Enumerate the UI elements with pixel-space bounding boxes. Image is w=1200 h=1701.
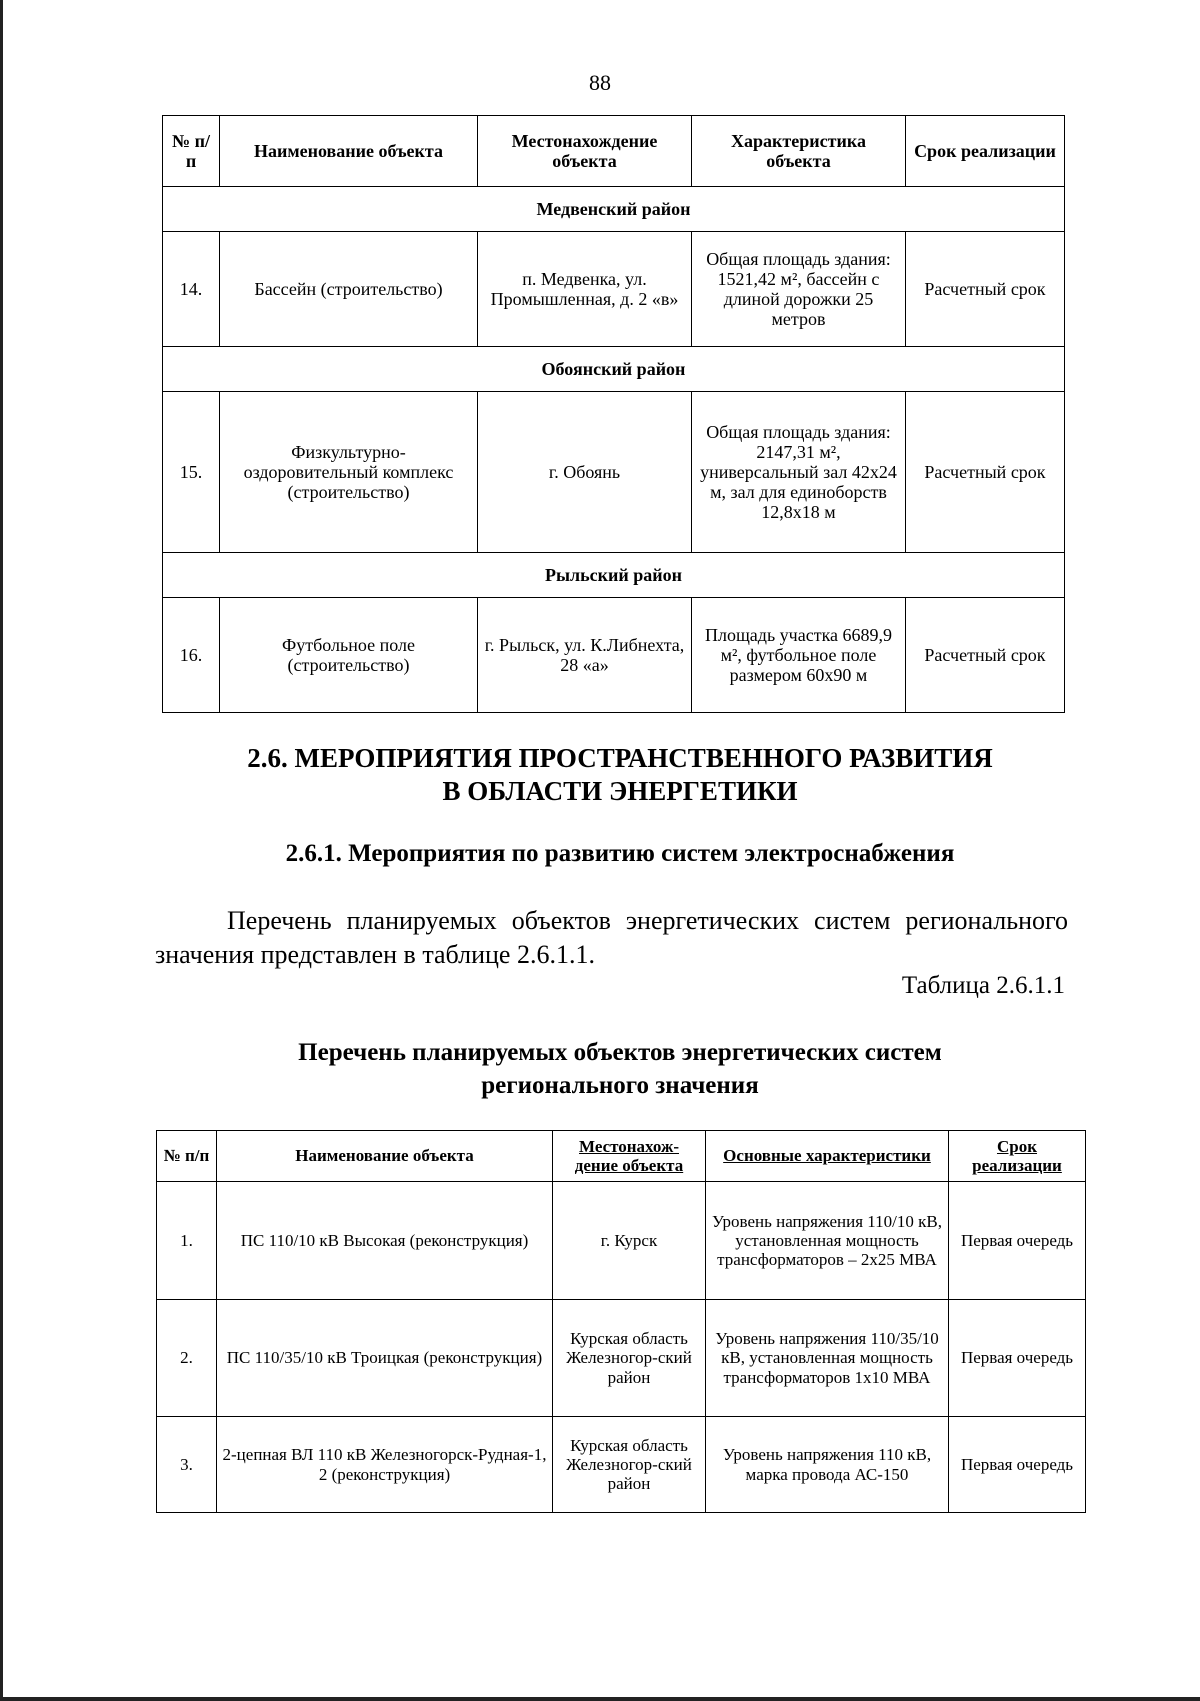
row-location: п. Медвенка, ул. Промышленная, д. 2 «в» bbox=[478, 232, 692, 347]
row-num: 1. bbox=[157, 1182, 217, 1300]
energy-objects-table bbox=[156, 1130, 1086, 1513]
district-title: Медвенский район bbox=[163, 187, 1065, 232]
table-header-row bbox=[157, 1131, 1086, 1182]
section-heading bbox=[0, 742, 1200, 808]
row-term: Расчетный срок bbox=[906, 392, 1065, 553]
table-label: Таблица 2.6.1.1 bbox=[901, 972, 1065, 999]
row-characteristic: Общая площадь здания: 1521,42 м², бассейн с длиной дорожки 25 метров bbox=[692, 232, 906, 347]
table-row bbox=[163, 598, 1065, 713]
row-location: г. Курск bbox=[553, 1182, 706, 1300]
row-name: ПС 110/10 кВ Высокая (реконструкция) bbox=[217, 1182, 553, 1300]
row-name: Физкультурно-оздоровительный комплекс (строительство) bbox=[220, 392, 478, 553]
row-location: Курская область Железногор-ский район bbox=[553, 1417, 706, 1513]
section-heading-line2: В ОБЛАСТИ ЭНЕРГЕТИКИ bbox=[442, 776, 798, 806]
header-term-text: Срок реализации bbox=[972, 1136, 1062, 1175]
row-num: 16. bbox=[163, 598, 220, 713]
row-name: Бассейн (строительство) bbox=[220, 232, 478, 347]
table-row bbox=[157, 1182, 1086, 1300]
row-term: Первая очередь bbox=[949, 1300, 1086, 1417]
table-row bbox=[157, 1300, 1086, 1417]
table-row bbox=[163, 232, 1065, 347]
row-characteristic: Уровень напряжения 110/10 кВ, установленная мощность трансформаторов – 2х25 МВА bbox=[706, 1182, 949, 1300]
row-term: Расчетный срок bbox=[906, 232, 1065, 347]
page-number: 88 bbox=[589, 70, 611, 95]
table-row bbox=[163, 392, 1065, 553]
row-characteristic: Площадь участка 6689,9 м², футбольное поле размером 60х90 м bbox=[692, 598, 906, 713]
scan-bottom-edge bbox=[0, 1697, 1200, 1701]
header-num: № п/п bbox=[157, 1131, 217, 1182]
header-name: Наименование объекта bbox=[217, 1131, 553, 1182]
row-characteristic: Уровень напряжения 110 кВ, марка провода АС-150 bbox=[706, 1417, 949, 1513]
row-num: 3. bbox=[157, 1417, 217, 1513]
table-title-line2: регионального значения bbox=[481, 1072, 759, 1099]
header-characteristics bbox=[706, 1131, 949, 1182]
row-characteristic: Общая площадь здания: 2147,31 м², универсальный зал 42х24 м, зал для единоборств 12,8х18 м bbox=[692, 392, 906, 553]
district-section-row bbox=[163, 187, 1065, 232]
row-characteristic: Уровень напряжения 110/35/10 кВ, установленная мощность трансформаторов 1х10 МВА bbox=[706, 1300, 949, 1417]
row-name: 2-цепная ВЛ 110 кВ Железногорск-Рудная-1, 2 (реконструкция) bbox=[217, 1417, 553, 1513]
table-row bbox=[157, 1417, 1086, 1513]
header-location bbox=[553, 1131, 706, 1182]
sports-facilities-table bbox=[162, 115, 1065, 713]
header-characteristic: Характеристика объекта bbox=[692, 116, 906, 187]
header-term bbox=[949, 1131, 1086, 1182]
row-term: Расчетный срок bbox=[906, 598, 1065, 713]
header-name: Наименование объекта bbox=[220, 116, 478, 187]
header-characteristics-text: Основные характеристики bbox=[723, 1146, 931, 1166]
row-location: г. Обоянь bbox=[478, 392, 692, 553]
district-section-row bbox=[163, 347, 1065, 392]
table-title-line1: Перечень планируемых объектов энергетических систем bbox=[298, 1039, 942, 1066]
district-title: Рыльский район bbox=[163, 553, 1065, 598]
district-section-row bbox=[163, 553, 1065, 598]
header-num: № п/п bbox=[163, 116, 220, 187]
row-name: ПС 110/35/10 кВ Троицкая (реконструкция) bbox=[217, 1300, 553, 1417]
district-title: Обоянский район bbox=[163, 347, 1065, 392]
header-location-text: Местонахож-дение объекта bbox=[574, 1136, 684, 1175]
row-location: Курская область Железногор-ский район bbox=[553, 1300, 706, 1417]
header-location: Местонахождение объекта bbox=[478, 116, 692, 187]
row-num: 15. bbox=[163, 392, 220, 553]
intro-paragraph: Перечень планируемых объектов энергетических систем регионального значения представлен в таблице 2.6.1.1. bbox=[155, 906, 1068, 969]
table-header-row bbox=[163, 116, 1065, 187]
row-term: Первая очередь bbox=[949, 1417, 1086, 1513]
header-term: Срок реализации bbox=[906, 116, 1065, 187]
row-num: 14. bbox=[163, 232, 220, 347]
row-num: 2. bbox=[157, 1300, 217, 1417]
row-location: г. Рыльск, ул. К.Либнехта, 28 «а» bbox=[478, 598, 692, 713]
subsection-heading: 2.6.1. Мероприятия по развитию систем электроснабжения bbox=[285, 840, 955, 867]
row-name: Футбольное поле (строительство) bbox=[220, 598, 478, 713]
table-title bbox=[0, 1036, 1200, 1102]
row-term: Первая очередь bbox=[949, 1182, 1086, 1300]
section-heading-line1: 2.6. МЕРОПРИЯТИЯ ПРОСТРАНСТВЕННОГО РАЗВИТИЯ bbox=[247, 743, 993, 773]
